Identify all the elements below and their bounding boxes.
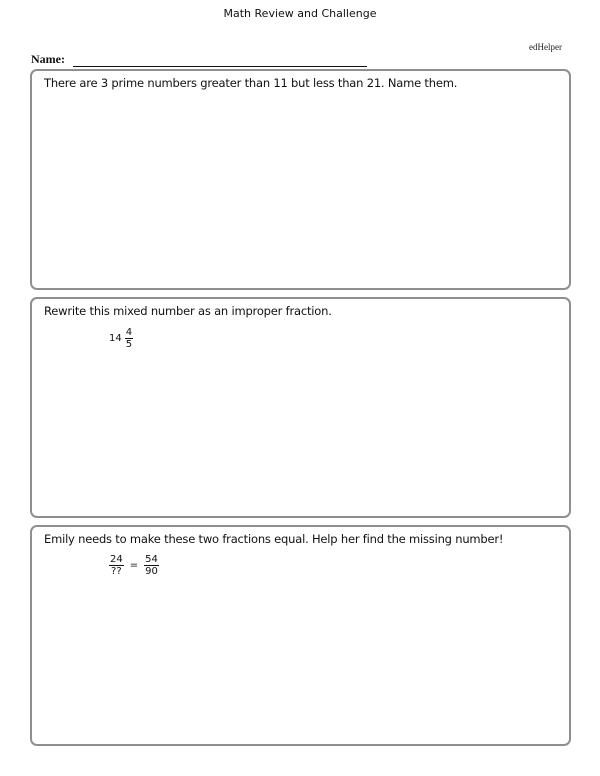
question-box-3[interactable] [30, 525, 571, 746]
question-1-text: There are 3 prime numbers greater than 11 but less than 21. Name them. [44, 76, 458, 90]
question-box-1[interactable] [30, 69, 571, 290]
name-row [31, 52, 367, 67]
name-label: Name: [31, 52, 65, 66]
brand-label: edHelper [529, 42, 562, 52]
left-numerator: 24 [110, 554, 123, 565]
right-numerator: 54 [145, 554, 158, 565]
question-3-text: Emily needs to make these two fractions equal. Help her find the missing number! [44, 532, 504, 546]
mixed-numerator: 4 [125, 327, 133, 338]
mixed-number [109, 327, 133, 350]
left-denominator: ?? [111, 566, 122, 577]
mixed-whole: 14 [109, 333, 122, 344]
worksheet-title: Math Review and Challenge [223, 7, 377, 20]
right-fraction [144, 554, 159, 577]
question-2-text: Rewrite this mixed number as an improper fraction. [44, 304, 332, 318]
right-denominator: 90 [145, 566, 158, 577]
equals-sign: = [129, 560, 139, 571]
left-fraction [109, 554, 124, 577]
name-answer-line[interactable] [73, 55, 367, 67]
mixed-denominator: 5 [125, 339, 133, 350]
fraction-equation [109, 554, 159, 577]
mixed-fraction [125, 327, 133, 350]
question-box-2[interactable] [30, 297, 571, 518]
